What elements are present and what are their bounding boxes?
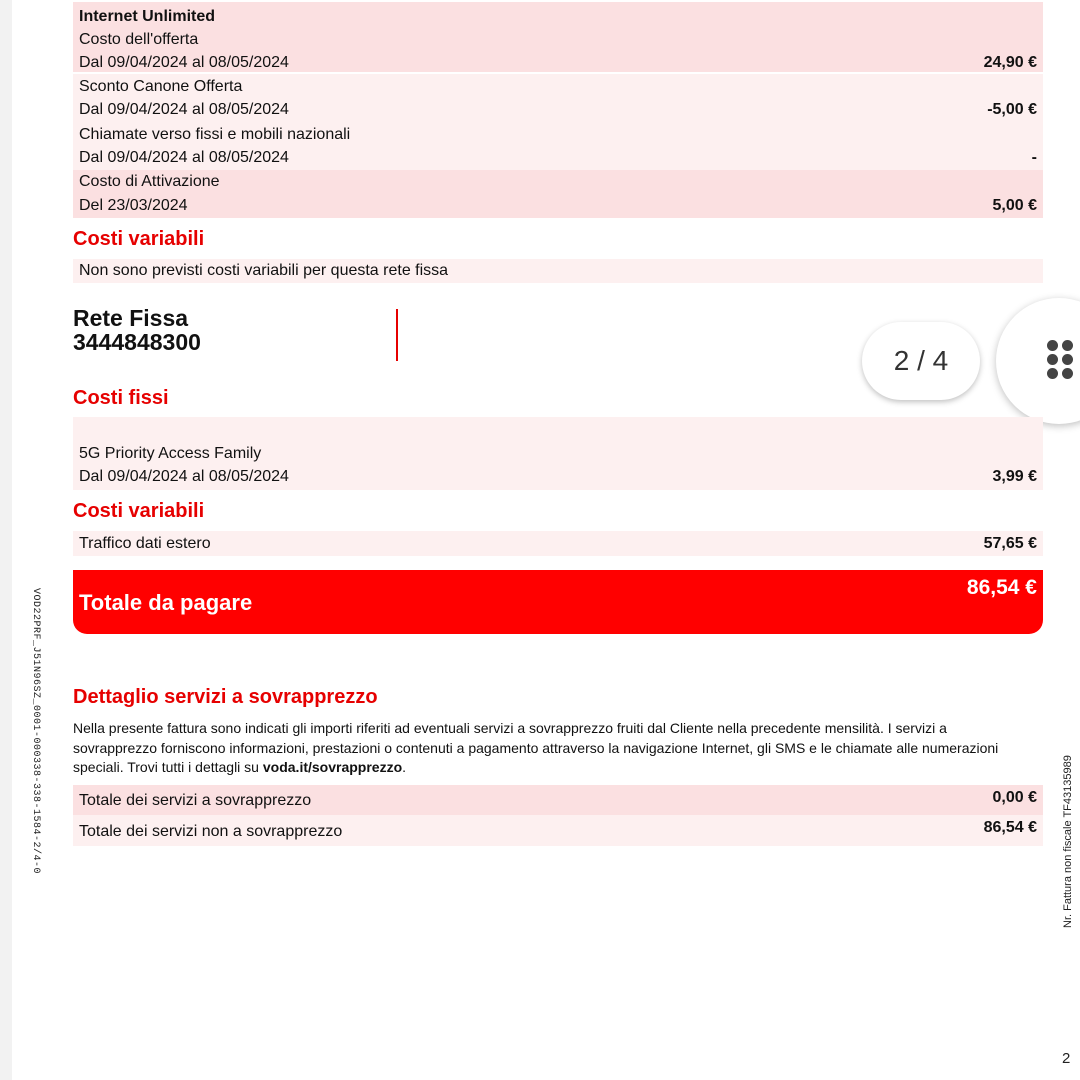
- row-amount: -: [1031, 149, 1037, 166]
- page-number: 2: [1062, 1050, 1071, 1067]
- row-amount: 0,00 €: [992, 789, 1037, 806]
- row-label: Totale dei servizi a sovrapprezzo: [79, 792, 312, 809]
- row-amount: 5,00 €: [992, 197, 1037, 214]
- margin-document-code: VOD22PRF_J51N96SZ_0001-000338-338-1584-2/4-0: [30, 588, 41, 875]
- row-amount: 24,90 €: [983, 54, 1037, 71]
- row-chiamate: [73, 122, 1043, 170]
- row-period: Dal 09/04/2024 al 08/05/2024: [79, 101, 289, 118]
- page-indicator-label: 2 / 4: [893, 345, 949, 376]
- sovrapprezzo-link[interactable]: voda.it/sovrapprezzo: [262, 759, 403, 775]
- sovrapprezzo-paragraph: [73, 719, 1013, 778]
- page-indicator[interactable]: [862, 322, 980, 400]
- header-divider: [396, 309, 398, 361]
- row-amount: 57,65 €: [983, 535, 1037, 552]
- row-label: Traffico dati estero: [79, 535, 211, 552]
- row-amount: -5,00 €: [987, 101, 1037, 118]
- row-period: Del 23/03/2024: [79, 197, 188, 214]
- row-period: Dal 09/04/2024 al 08/05/2024: [79, 54, 289, 71]
- total-label: Totale da pagare: [79, 590, 253, 615]
- line-title: Rete Fissa: [73, 305, 189, 331]
- grid-dots-icon: [1045, 338, 1075, 382]
- row-5g-priority: [73, 417, 1043, 490]
- row-sconto: [73, 74, 1043, 122]
- row-period: Dal 09/04/2024 al 08/05/2024: [79, 468, 289, 485]
- line-number: 3444848300: [73, 329, 201, 355]
- app-grid-button[interactable]: [996, 298, 1080, 424]
- total-amount: 86,54 €: [966, 576, 1037, 599]
- margin-invoice-number: Nr. Fattura non fiscale TF43135989: [1062, 755, 1074, 928]
- row-no-variable-costs: [73, 259, 1043, 283]
- row-label: Totale dei servizi non a sovrapprezzo: [79, 823, 343, 840]
- row-label: Costo di Attivazione: [79, 173, 220, 190]
- row-label: Costo dell'offerta: [79, 31, 199, 48]
- section-heading-sovrapprezzo: Dettaglio servizi a sovrapprezzo: [73, 686, 378, 708]
- row-attivazione: [73, 170, 1043, 218]
- row-costo-offerta: [73, 2, 1043, 72]
- row-label: Chiamate verso fissi e mobili nazionali: [79, 126, 351, 143]
- row-totale-non-sovrapprezzo: [73, 815, 1043, 846]
- block-title: Internet Unlimited: [79, 8, 216, 25]
- total-bar: [73, 570, 1043, 634]
- row-amount: 3,99 €: [992, 468, 1037, 485]
- row-label: Sconto Canone Offerta: [79, 78, 243, 95]
- row-label: Non sono previsti costi variabili per questa rete fissa: [79, 262, 449, 279]
- paragraph-text: Nella presente fattura sono indicati gli importi riferiti ad eventuali servizi a sovrapprezzo fruiti dal Cliente nella precedente mensilità. I servizi a sovrapprezzo forniscono informazioni, prestazioni o contenuti a pagamento attraverso la navigazione Internet, gli SMS e le chiamate alle numerazioni speciali. Trovi tutti i dettagli su: [73, 720, 999, 775]
- paragraph-end: .: [402, 759, 407, 775]
- section-heading-costi-fissi: Costi fissi: [73, 387, 169, 409]
- row-label: 5G Priority Access Family: [79, 445, 262, 462]
- row-totale-sovrapprezzo: [73, 785, 1043, 815]
- row-period: Dal 09/04/2024 al 08/05/2024: [79, 149, 289, 166]
- section-heading-costi-variabili-2: Costi variabili: [73, 500, 205, 522]
- row-amount: 86,54 €: [983, 819, 1037, 836]
- section-heading-costi-variabili: Costi variabili: [73, 228, 205, 250]
- row-traffico-estero: [73, 531, 1043, 556]
